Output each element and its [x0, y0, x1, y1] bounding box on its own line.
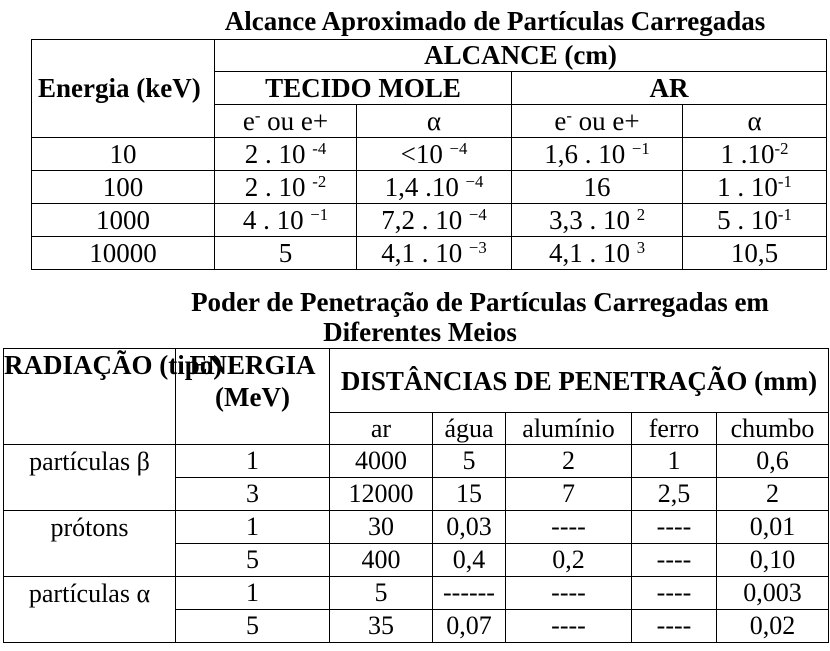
- penetration-value-cell: 5: [433, 445, 506, 478]
- range-value-exponent: -2: [774, 138, 789, 158]
- penetration-value-cell: 0,07: [433, 610, 506, 643]
- sub-beta-sup: -: [566, 105, 572, 125]
- sub-beta-rest: ou e+: [571, 105, 640, 136]
- table2-title-line2: Diferentes Meios: [323, 317, 517, 347]
- range-value-cell: [512, 138, 683, 171]
- penetration-table-body: [4, 445, 829, 643]
- energy-mev-cell: 1: [176, 511, 330, 544]
- penetration-table: [3, 348, 829, 643]
- subheader-alpha-tissue: α: [357, 105, 512, 138]
- range-cm-header: ALCANCE (cm): [215, 40, 827, 72]
- range-value-exponent: −4: [449, 138, 468, 158]
- energy-kev-cell: 10000: [32, 237, 215, 270]
- penetration-value-cell: 2: [717, 478, 829, 511]
- range-value-exponent: 2: [636, 204, 646, 224]
- medium-header-4: chumbo: [717, 413, 829, 445]
- range-value-base: 10,5: [730, 237, 779, 268]
- range-value-exponent: −1: [310, 204, 329, 224]
- energy-mev-cell: 1: [176, 577, 330, 610]
- penetration-value-cell: 0,10: [717, 544, 829, 577]
- sub-beta-rest: ou e+: [260, 105, 329, 136]
- radiation-type-cell: partículas α: [4, 577, 176, 643]
- penetration-value-cell: ----: [506, 610, 632, 643]
- penetration-value-cell: ----: [632, 544, 717, 577]
- penetration-value-cell: 7: [506, 478, 632, 511]
- range-value-exponent: −1: [631, 138, 650, 158]
- penetration-value-cell: ----: [632, 511, 717, 544]
- medium-header-1: água: [433, 413, 506, 445]
- range-value-cell: [357, 237, 512, 270]
- range-value-cell: [215, 237, 357, 270]
- range-table-body: [32, 138, 827, 270]
- energy-mev-cell: 5: [176, 610, 330, 643]
- radiation-type-cell: partículas β: [4, 445, 176, 511]
- subheader-beta-air: [512, 105, 683, 138]
- range-value-base: <10: [400, 138, 450, 169]
- penetration-value-cell: 400: [330, 544, 433, 577]
- penetration-value-cell: 12000: [330, 478, 433, 511]
- table1-title: Alcance Aproximado de Partículas Carregadas: [224, 6, 766, 36]
- medium-header-0: ar: [330, 413, 433, 445]
- penetration-value-cell: 0,4: [433, 544, 506, 577]
- radiation-type-cell: prótons: [4, 511, 176, 577]
- range-value-cell: [512, 237, 683, 270]
- penetration-value-cell: 0,01: [717, 511, 829, 544]
- range-value-cell: [512, 171, 683, 204]
- range-value-base: 1,4 .10: [384, 171, 466, 202]
- energy-mev-header: ENERGIA (MeV): [176, 349, 330, 445]
- range-value-exponent: -1: [777, 204, 792, 224]
- range-value-cell: [683, 171, 827, 204]
- penetration-value-cell: 30: [330, 511, 433, 544]
- penetration-value-cell: ----: [632, 610, 717, 643]
- range-value-base: 5: [278, 237, 293, 268]
- penetration-value-cell: 0,6: [717, 445, 829, 478]
- energy-mev-cell: 5: [176, 544, 330, 577]
- range-value-cell: [357, 138, 512, 171]
- range-value-exponent: -2: [312, 171, 327, 191]
- range-value-base: 2 . 10: [244, 171, 313, 202]
- range-value-base: 1,6 . 10: [544, 138, 632, 169]
- range-value-exponent: 3: [636, 237, 646, 257]
- range-value-base: 3,3 . 10: [548, 204, 637, 235]
- range-table: [31, 39, 827, 270]
- range-value-cell: [357, 204, 512, 237]
- range-value-base: 4,1 . 10: [381, 237, 469, 268]
- range-value-base: 4,1 . 10: [548, 237, 637, 268]
- range-value-cell: [215, 204, 357, 237]
- penetration-value-cell: 2,5: [632, 478, 717, 511]
- range-row: [32, 171, 827, 204]
- energy-kev-cell: 10: [32, 138, 215, 171]
- range-value-base: 16: [583, 171, 611, 202]
- penetration-value-cell: ----: [506, 577, 632, 610]
- penetration-value-cell: ----: [506, 511, 632, 544]
- range-value-cell: [512, 204, 683, 237]
- penetration-value-cell: 35: [330, 610, 433, 643]
- table2-title-line1: Poder de Penetração de Partículas Carregadas em: [191, 287, 769, 317]
- range-value-cell: [683, 237, 827, 270]
- penetration-value-cell: 0,2: [506, 544, 632, 577]
- subheader-beta-tissue: [215, 105, 357, 138]
- medium-header-3: ferro: [632, 413, 717, 445]
- penetration-value-cell: 2: [506, 445, 632, 478]
- penetration-value-cell: 15: [433, 478, 506, 511]
- range-value-base: 2 . 10: [244, 138, 313, 169]
- range-value-cell: [215, 138, 357, 171]
- range-value-base: 1 .10: [720, 138, 775, 169]
- range-value-exponent: -1: [777, 171, 792, 191]
- penetration-distance-header: DISTÂNCIAS DE PENETRAÇÃO (mm): [330, 349, 829, 413]
- range-value-exponent: -4: [312, 138, 327, 158]
- range-row: [32, 138, 827, 171]
- range-value-cell: [683, 138, 827, 171]
- range-value-exponent: −3: [468, 237, 487, 257]
- range-value-exponent: −4: [465, 171, 484, 191]
- sub-beta-base: e: [554, 105, 567, 136]
- medium-header-2: alumínio: [506, 413, 632, 445]
- penetration-row: [4, 445, 829, 478]
- range-value-base: 7,2 . 10: [381, 204, 469, 235]
- energy-mev-cell: 1: [176, 445, 330, 478]
- penetration-value-cell: 1: [632, 445, 717, 478]
- range-value-cell: [683, 204, 827, 237]
- penetration-row: [4, 577, 829, 610]
- penetration-row: [4, 511, 829, 544]
- penetration-value-cell: 0,003: [717, 577, 829, 610]
- penetration-value-cell: ----: [632, 577, 717, 610]
- penetration-value-cell: 0,02: [717, 610, 829, 643]
- penetration-value-cell: 4000: [330, 445, 433, 478]
- range-row: [32, 204, 827, 237]
- sub-beta-sup: -: [254, 105, 261, 125]
- penetration-value-cell: ------: [433, 577, 506, 610]
- range-row: [32, 237, 827, 270]
- sub-beta-base: e: [242, 105, 255, 136]
- range-value-cell: [357, 171, 512, 204]
- range-value-base: 5 . 10: [717, 204, 778, 235]
- range-value-base: 4 . 10: [242, 204, 311, 235]
- penetration-value-cell: 0,03: [433, 511, 506, 544]
- soft-tissue-header: TECIDO MOLE: [215, 72, 512, 105]
- energy-kev-header: Energia (keV): [32, 40, 215, 138]
- range-value-base: 1 . 10: [717, 171, 778, 202]
- range-value-exponent: −4: [468, 204, 487, 224]
- energy-kev-cell: 1000: [32, 204, 215, 237]
- energy-kev-cell: 100: [32, 171, 215, 204]
- penetration-value-cell: 5: [330, 577, 433, 610]
- radiation-type-header: RADIAÇÃO (tipo): [4, 349, 176, 445]
- energy-mev-cell: 3: [176, 478, 330, 511]
- range-value-cell: [215, 171, 357, 204]
- air-header: AR: [512, 72, 827, 105]
- subheader-alpha-air: α: [683, 105, 827, 138]
